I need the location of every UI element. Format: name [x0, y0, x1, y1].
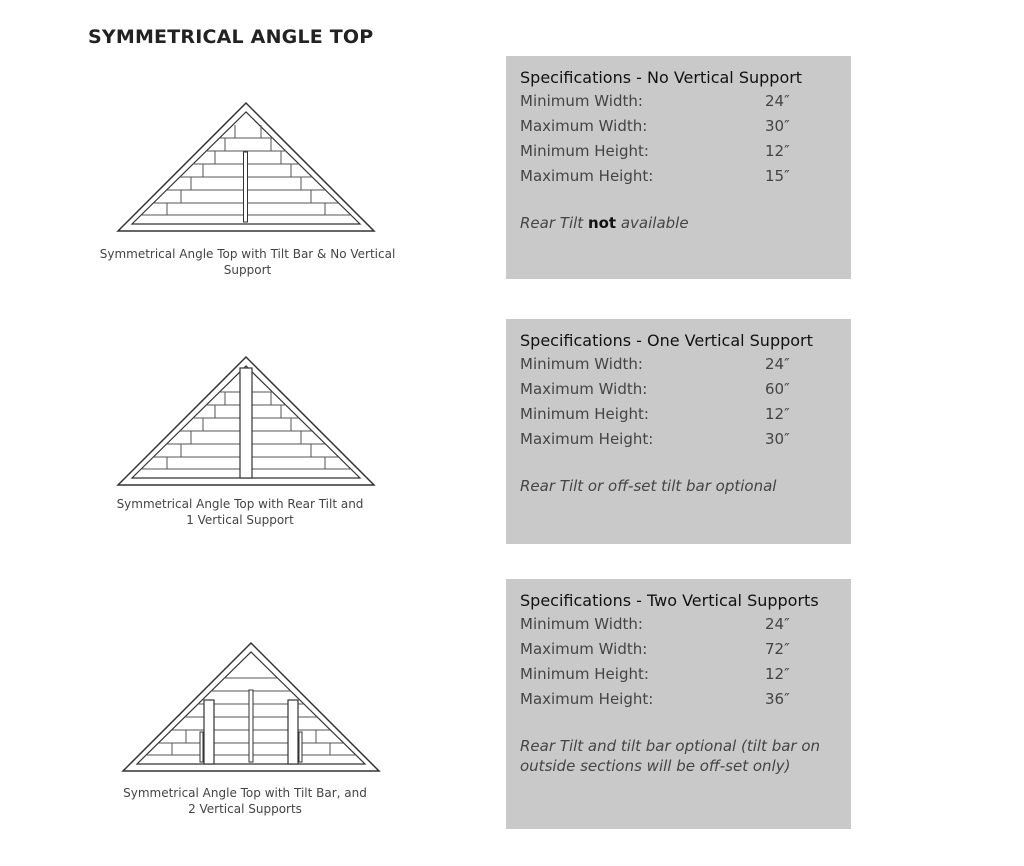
- spec-box-two-vertical-supports: [506, 579, 851, 829]
- spec-note: [520, 736, 837, 776]
- spec-value: 24″: [765, 355, 790, 373]
- triangle-shutter-icon: [115, 100, 377, 234]
- spec-label: Minimum Width:: [520, 355, 643, 373]
- spec-label: Minimum Height:: [520, 405, 649, 423]
- spec-label: Maximum Width:: [520, 380, 648, 398]
- spec-note-text: Rear Tilt: [520, 214, 588, 232]
- spec-label: Maximum Height:: [520, 430, 654, 448]
- spec-row-min-width: [520, 612, 837, 637]
- spec-row-max-width: [520, 637, 837, 662]
- spec-box-one-vertical-support: [506, 319, 851, 544]
- spec-value: 72″: [765, 640, 790, 658]
- page-title: SYMMETRICAL ANGLE TOP: [88, 26, 374, 48]
- spec-note-text: Rear Tilt and tilt bar optional (tilt bar on outside sections will be off-set only): [520, 737, 821, 775]
- spec-label: Maximum Height:: [520, 167, 654, 185]
- spec-label: Maximum Width:: [520, 117, 648, 135]
- spec-row-min-width: [520, 89, 837, 114]
- caption-line: Symmetrical Angle Top with Tilt Bar & No Vertical Support: [99, 247, 396, 277]
- spec-value: 60″: [765, 380, 790, 398]
- spec-title: Specifications - One Vertical Support: [520, 331, 813, 350]
- caption-line: Symmetrical Angle Top with Rear Tilt and: [116, 497, 364, 511]
- spec-value: 15″: [765, 167, 790, 185]
- spec-row-min-height: [520, 662, 837, 687]
- spec-value: 24″: [765, 615, 790, 633]
- spec-label: Maximum Width:: [520, 640, 648, 658]
- spec-row-min-height: [520, 139, 837, 164]
- spec-value: 12″: [765, 142, 790, 160]
- spec-label: Maximum Height:: [520, 690, 654, 708]
- spec-label: Minimum Width:: [520, 92, 643, 110]
- spec-row-max-width: [520, 114, 837, 139]
- spec-label: Minimum Height:: [520, 142, 649, 160]
- spec-label: Minimum Width:: [520, 615, 643, 633]
- spec-note-text: Rear Tilt or off-set tilt bar optional: [520, 477, 777, 495]
- spec-note: [520, 476, 837, 496]
- caption-line: 2 Vertical Supports: [188, 802, 302, 816]
- spec-note-text-end: available: [616, 214, 689, 232]
- caption-line: 1 Vertical Support: [186, 513, 294, 527]
- spec-value: 30″: [765, 117, 790, 135]
- spec-title: Specifications - Two Vertical Supports: [520, 591, 819, 610]
- spec-note-emphasis: not: [587, 214, 617, 232]
- diagram-caption: [80, 246, 415, 278]
- spec-row-min-height: [520, 402, 837, 427]
- spec-value: 30″: [765, 430, 790, 448]
- spec-value: 36″: [765, 690, 790, 708]
- spec-value: 24″: [765, 92, 790, 110]
- spec-box-no-vertical-support: [506, 56, 851, 279]
- spec-row-max-height: [520, 687, 837, 712]
- spec-note: [520, 213, 837, 233]
- spec-row-max-height: [520, 427, 837, 452]
- spec-row-max-height: [520, 164, 837, 189]
- diagram-caption: [85, 785, 405, 817]
- spec-label: Minimum Height:: [520, 665, 649, 683]
- spec-row-max-width: [520, 377, 837, 402]
- diagram-two-vertical-supports: [120, 640, 382, 774]
- spec-title: Specifications - No Vertical Support: [520, 68, 803, 87]
- spec-value: 12″: [765, 665, 790, 683]
- spec-row-min-width: [520, 352, 837, 377]
- diagram-caption: [80, 496, 400, 528]
- diagram-no-vertical-support: [115, 100, 377, 234]
- diagram-one-vertical-support: [115, 354, 377, 488]
- caption-line: Symmetrical Angle Top with Tilt Bar, and: [123, 786, 367, 800]
- triangle-shutter-icon: [120, 640, 382, 774]
- spec-value: 12″: [765, 405, 790, 423]
- triangle-shutter-icon: [115, 354, 377, 488]
